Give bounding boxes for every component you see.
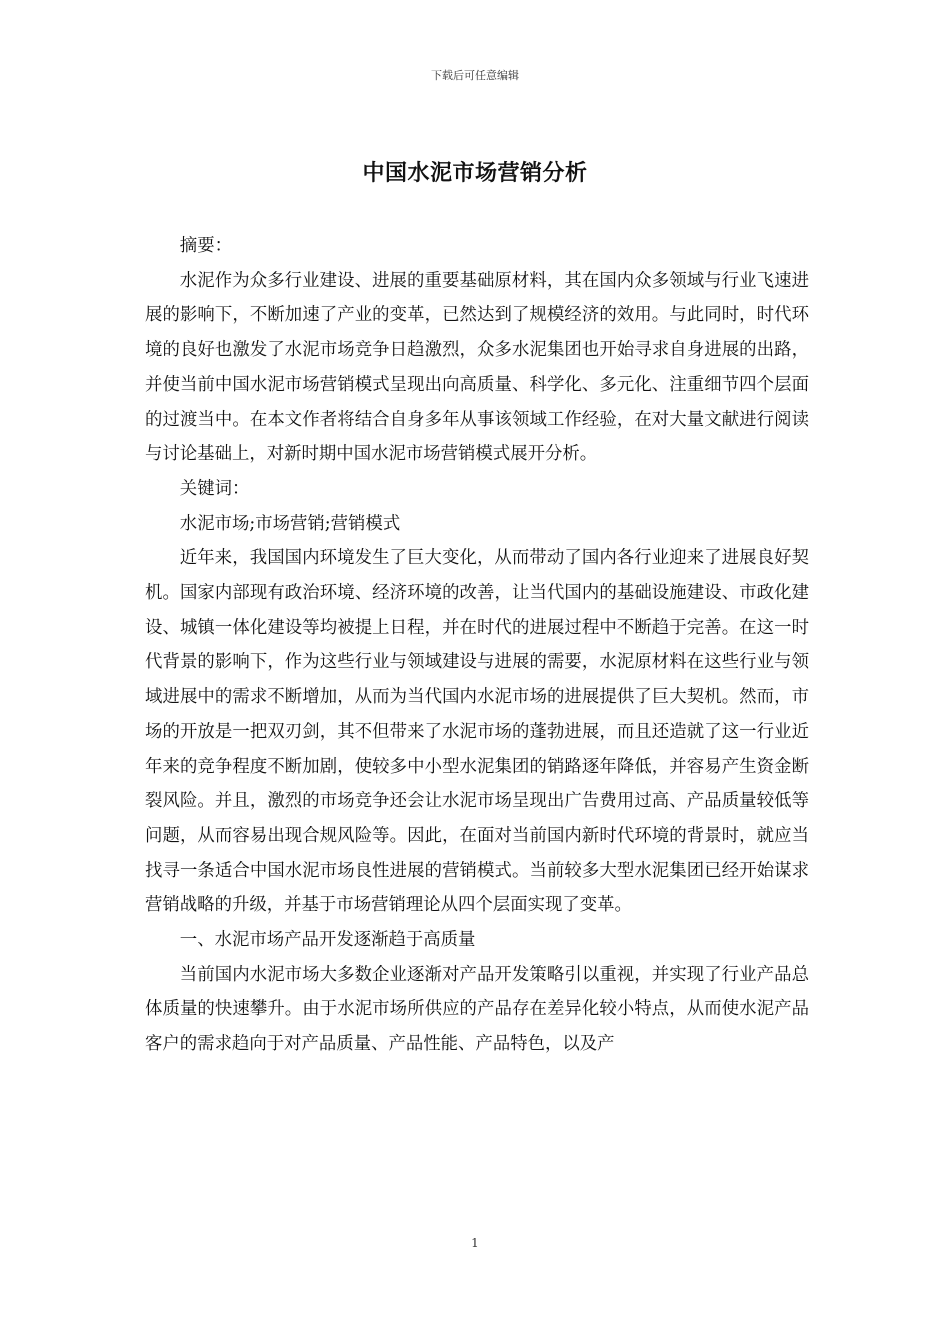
document-title: 中国水泥市场营销分析 [362,161,588,186]
abstract-paragraph: 水泥作为众多行业建设、进展的重要基础原材料，其在国内众多领域与行业飞速进展的影响下，不断加速了产业的变革，已然达到了规模经济的效用。与此同时，时代环境的良好也激发了水泥市场竞争日趋激烈，众多水泥集团也开始寻求自身进展的出路，并使当前中国水泥市场营销模式呈现出向高质量、科学化、多元化、注重细节四个层面的过渡当中。在本文作者将结合自身多年从事该领域工作经验，在对大量文献进行阅读与讨论基础上，对新时期中国水泥市场营销模式展开分析。 [145,270,809,465]
section-heading: 一、水泥市场产品开发逐渐趋于高质量 [179,930,476,951]
intro-paragraph: 近年来，我国国内环境发生了巨大变化，从而带动了国内各行业迎来了进展良好契机。国家内部现有政治环境、经济环境的改善，让当代国内的基础设施建设、市政化建设、城镇一体化建设等均被提上日程，并在时代的进展过程中不断趋于完善。在这一时代背景的影响下，作为这些行业与领域建设与进展的需要，水泥原材料在这些行业与领域进展中的需求不断增加，从而为当代国内水泥市场的进展提供了巨大契机。然而，市场的开放是一把双刃剑，其不但带来了水泥市场的蓬勃进展，而且还造就了这一行业近年来的竞争程度不断加剧，使较多中小型水泥集团的销路逐年降低，并容易产生资金断裂风险。并且，激烈的市场竞争还会让水泥市场呈现出广告费用过高、产品质量较低等问题，从而容易出现合规风险等。因此，在面对当前国内新时代环境的背景时，就应当找寻一条适合中国水泥市场良性进展的营销模式。当前较多大型水泥集团已经开始谋求营销战略的升级，并基于市场营销理论从四个层面实现了变革。 [145,548,809,916]
abstract-label: 摘要： [179,236,232,256]
keywords-paragraph: 水泥市场;市场营销;营销模式 [179,513,401,534]
header-note: 下载后可任意编辑 [431,69,519,82]
section-paragraph: 当前国内水泥市场大多数企业逐渐对产品开发策略引以重视，并实现了行业产品总体质量的快速攀升。由于水泥市场所供应的产品存在差异化较小特点，从而使水泥产品客户的需求趋向于对产品质量、产品性能、产品特色，以及产 [145,964,809,1055]
page-number: 1 [471,1236,479,1250]
document-body [145,229,809,1062]
keywords-label: 关键词： [179,478,250,499]
